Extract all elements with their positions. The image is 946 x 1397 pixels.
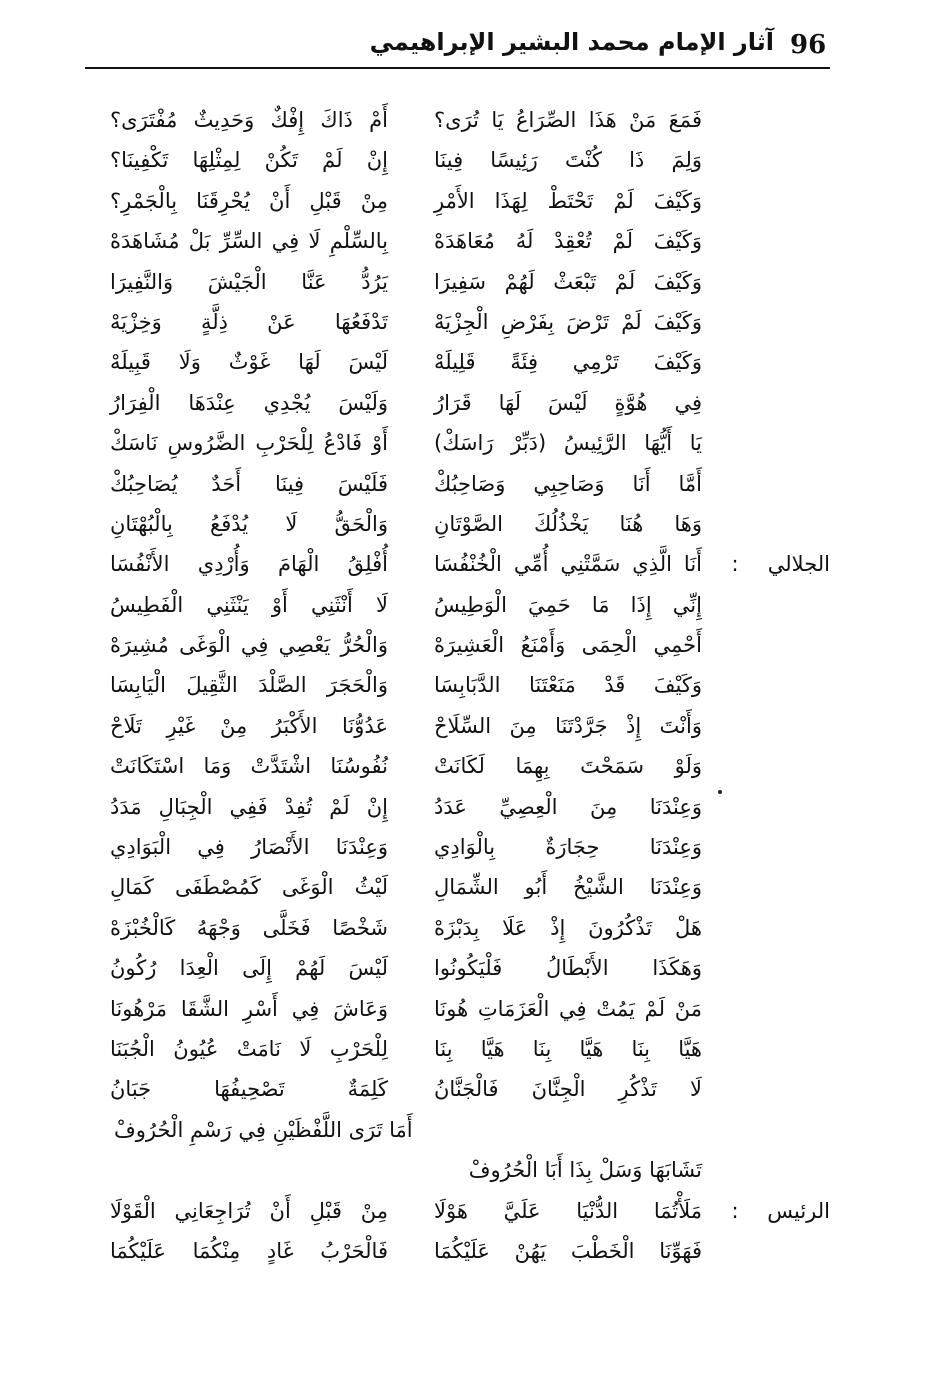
verse-second-hemistich: أَمْ ذَاكَ إِفْكٌ وَحَدِيثٌ مُفْتَرَى؟ (110, 108, 388, 132)
page-number: 96 (790, 30, 827, 60)
verse-first-hemistich: فِي هُوَّةٍ لَيْسَ لَهَا قَرَارُ (434, 390, 702, 415)
verse-first-hemistich: وَكَيْفَ تَرْمِي فِئَةً قَلِيلَهْ (434, 350, 702, 375)
verse-first-hemistich: وَكَيْفَ لَمْ تَبْعَثْ لَهُمْ سَفِيرَا (434, 269, 702, 294)
verse-first-hemistich: مَنْ لَمْ يَمُتْ فِي الْعَزَمَاتِ هُونَا (434, 996, 702, 1021)
verse-second-hemistich: وَالْحُرُّ يَعْصِي فِي الْوَغَى مُشِيرَهْ (110, 633, 388, 658)
poem-line (110, 1069, 830, 1109)
verse-first-hemistich: مَلَأْتُمَا الدُّنْيَا عَلَيَّ هَوْلَا (434, 1198, 702, 1223)
verse-second-hemistich: إِنْ لَمْ تَكُنْ لِمِثْلِهَا تَكْفِينَا؟ (110, 148, 388, 173)
speaker-name: الجلالي (767, 552, 830, 577)
verse-second-hemistich: شَخْصًا فَخَلَّى وَجْهَهُ كَالْخُبْزَهْ (110, 915, 388, 940)
verse-first-hemistich: وَلَوْ سَمَحْتَ بِهِمَا لَكَانَتْ (434, 754, 702, 779)
verse-second-hemistich: يَرُدُّ عَنَّا الْجَيْشَ وَالنَّفِيرَا (110, 269, 388, 294)
verse-second-hemistich: لَيْثُ الْوَغَى كَمُصْطَفَى كَمَالِ (110, 875, 388, 900)
verse-second-hemistich: أَوْ فَادْعُ لِلْحَرْبِ الضَّرُوسِ نَاسَكْ (110, 431, 388, 456)
verse-second-hemistich: لَا أَنْثَنِي أَوْ يَنْثَنِي الْفَطِيسُ (110, 592, 388, 617)
verse-second-hemistich: كَلِمَةٌ تَصْحِيفُهَا جَبَانُ (110, 1077, 388, 1102)
verse-first-hemistich: وَعِنْدَنَا الشَّيْخُ أَبُو الشِّمَالِ (434, 875, 702, 900)
verse-first-hemistich: وَعِنْدَنَا حِجَارَةٌ بِالْوَادِي (434, 835, 702, 860)
speaker-colon: : (731, 1198, 739, 1223)
verse-first-hemistich: وَهَا هُنَا يَخْذُلُكَ الصَّوْتَانِ (434, 511, 702, 536)
verse-second-hemistich: وَلَيْسَ يُجْدِي عِنْدَهَا الْفِرَارُ (110, 390, 388, 415)
verse-second-hemistich: فَلَيْسَ فِينَا أَحَدٌ يُصَاحِبُكْ (110, 471, 388, 496)
verse-first-hemistich: أَمَّا أَنَا وَصَاحِبِي وَصَاحِبُكْ (434, 471, 702, 496)
poem-line (110, 665, 830, 705)
verse-first-hemistich: فَمَعَ مَنْ هَذَا الصِّرَاعُ يَا تُرَى؟ (434, 108, 702, 132)
verse-second-hemistich: وَالْحَقُّ لَا يُدْفَعُ بِالْبُهْتَانِ (110, 511, 388, 536)
verse-first-hemistich: إِنِّي إِذَا مَا حَمِيَ الْوَطِيسُ (434, 592, 702, 617)
poem-line (110, 625, 830, 665)
verse-first-hemistich: لَا تَذْكُرِ الْجِنَّانَ فَالْجَنَّانُ (434, 1077, 702, 1102)
verse-second-hemistich: وَعَاشَ فِي أَسْرِ الشَّقَا مَرْهُونَا (110, 996, 388, 1021)
verse-first-hemistich: أَنَا الَّذِي سَمَّتْنِي أُمِّي الْخُنْفُسَا (434, 552, 702, 577)
verse-second-hemistich: لِلْحَرْبِ لَا نَامَتْ عُيُونُ الْجُبَنَا (110, 1036, 388, 1061)
verse-second-hemistich: نُفُوسُنَا اشْتَدَّتْ وَمَا اسْتَكَانَتْ (110, 754, 388, 779)
header-rule (85, 67, 830, 69)
verse-first-hemistich: وَلِمَ ذَا كُنْتَ رَئِيسًا فِينَا (434, 148, 702, 173)
verse-first-hemistich: فَهَوِّنَا الْخَطْبَ يَهُنْ عَلَيْكُمَا (434, 1238, 702, 1263)
verse-first-hemistich: وَكَيْفَ لَمْ تُعْقِدْ لَهُ مُعَاهَدَهْ (434, 229, 702, 254)
verse-second-hemistich: مِنْ قَبْلِ أَنْ تُرَاجِعَانِي الْقَوْلَا (110, 1198, 388, 1223)
running-title: آثار الإمام محمد البشير الإبراهيمي (369, 28, 774, 56)
poem-line (110, 706, 830, 746)
poem-line (110, 908, 830, 948)
verse-first-hemistich: وَكَيْفَ لَمْ تَحْتَطْ لِهَذَا الأَمْرِ (434, 188, 702, 213)
verse-second-hemistich: تَدْفَعُهَا عَنْ ذِلَّةٍ وَخِزْيَهْ (110, 309, 388, 334)
poem-line (110, 827, 830, 867)
speaker-name: الرئيس (767, 1198, 830, 1223)
verse-second-hemistich: أُفْلِقُ الْهَامَ وَأُرْدِي الأَنْفُسَا (110, 552, 388, 577)
verse-first-hemistich: وَأَنْتَ إِذْ جَرَّدْتَنَا مِنَ السِّلَاحْ (434, 713, 702, 738)
poem-line (110, 1191, 830, 1231)
poem-line (110, 989, 830, 1029)
margin-dot (718, 790, 722, 794)
poem-line (110, 100, 830, 140)
verse-second-hemistich: فَالْحَرْبُ غَادٍ مِنْكُمَا عَلَيْكُمَا (110, 1238, 388, 1263)
verse-first-hemistich: يَا أَيُّهَا الرَّئِيسُ (دَبِّرْ رَاسَكْ) (434, 431, 702, 456)
poem-line (110, 140, 830, 180)
verse-second-hemistich: مِنْ قَبْلِ أَنْ يُحْرِقَنَا بِالْجَمْرِ؟ (110, 188, 388, 213)
poem-line (110, 423, 830, 463)
verse-first-hemistich: وَعِنْدَنَا مِنَ الْعِصِيِّ عَدَدُ (434, 794, 702, 819)
verse-first-hemistich: وَكَيْفَ لَمْ تَرْضَ بِفَرْضِ الْجِزْيَهْ (434, 309, 702, 334)
poem-line (110, 302, 830, 342)
verse-first-hemistich: هَلْ تَذْكُرُونَ إِذْ عَلَا بِدَبْزَهْ (434, 915, 702, 940)
poem-line (110, 262, 830, 302)
verse-single-line: تَشَابَهَا وَسَلْ بِذَا أَبَا الْحُرُوفْ (468, 1158, 702, 1183)
poem-line (110, 585, 830, 625)
poem-line (110, 221, 830, 261)
verse-second-hemistich: وَالْحَجَرَ الصَّلْدَ الثَّقِيلَ الْيَابِسَا (110, 673, 388, 698)
verse-first-hemistich: أَحْمِي الْحِمَى وَأَمْنَعُ الْعَشِيرَهْ (434, 633, 702, 658)
speaker-colon: : (731, 552, 739, 577)
poem-line (110, 787, 830, 827)
poem-line (110, 1150, 830, 1190)
poem-line (110, 464, 830, 504)
verse-second-hemistich: بِالسِّلْمِ لَا فِي السِّرِّ بَلْ مُشَاهَدَهْ (110, 229, 388, 254)
poem-line (110, 504, 830, 544)
poem-line (110, 544, 830, 584)
poem-line (110, 867, 830, 907)
verse-second-hemistich: وَعِنْدَنَا الأَنْصَارُ فِي الْبَوَادِي (110, 835, 388, 860)
verse-second-hemistich: عَدُوُّنَا الأَكْبَرُ مِنْ غَيْرِ تَلَاحْ (110, 713, 388, 738)
poem-line (110, 342, 830, 382)
verse-second-hemistich: إِنْ لَمْ تُفِدْ فَفِي الْجِبَالِ مَدَدُ (110, 794, 388, 819)
verse-single-line: أَمَا تَرَى اللَّفْظَيْنِ فِي رَسْمِ الْحُرُوفْ (114, 1117, 413, 1142)
verse-second-hemistich: لَيْسَ لَهَا غَوْثٌ وَلَا قَبِيلَهْ (110, 350, 388, 375)
poem-line (110, 1110, 830, 1150)
verse-first-hemistich: هَيَّا بِنَا هَيَّا بِنَا هَيَّا بِنَا (434, 1036, 702, 1061)
poem-line (110, 746, 830, 786)
verse-second-hemistich: لَيْسَ لَهُمْ إِلَى الْعِدَا رُكُونُ (110, 956, 388, 981)
poem-line (110, 948, 830, 988)
verse-first-hemistich: وَكَيْفَ قَدْ مَنَعْتَنَا الدَّبَابِسَا (434, 673, 702, 698)
poem-line (110, 181, 830, 221)
poem-line (110, 383, 830, 423)
poem-line (110, 1231, 830, 1271)
poem-line (110, 1029, 830, 1069)
verse-first-hemistich: وَهَكَذَا الأَبْطَالُ فَلْيَكُونُوا (434, 956, 702, 981)
poem-body (110, 100, 830, 1271)
